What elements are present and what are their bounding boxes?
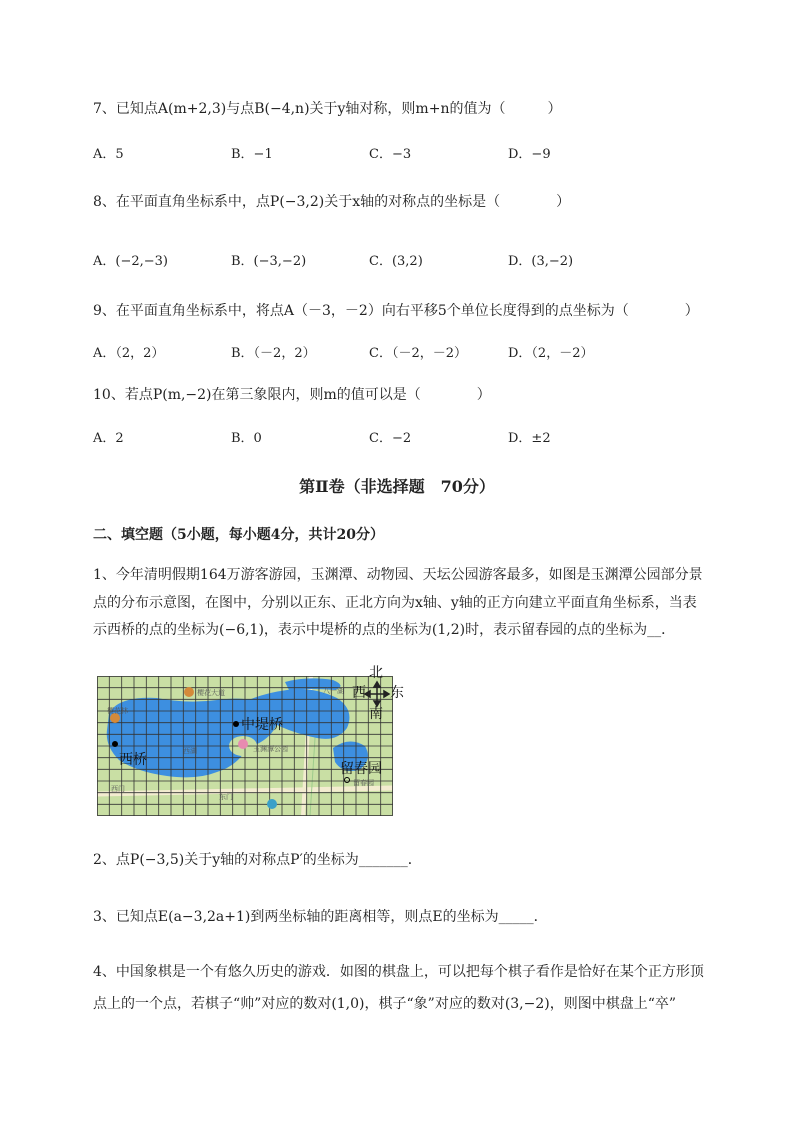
q9-option-c: C．（－2，－2） [369, 346, 467, 361]
q7-option-b: B．−1 [231, 147, 273, 162]
fill3-text: 3、已知点E(a−3,2a+1)到两坐标轴的距离相等，则点E的坐标为_____． [93, 909, 548, 925]
middle-bridge-point [233, 721, 239, 727]
compass-south-label: 南 [369, 706, 383, 722]
section-2-heading: 二、填空题（5小题，每小题4分，共计20分） [93, 527, 384, 543]
q10-option-a: A．2 [93, 431, 124, 446]
park-map [97, 676, 393, 816]
question-10-stem: 10、若点P(m,−2)在第三象限内，则m的值可以是（ ） [93, 387, 491, 403]
q9-option-b: B．（－2，2） [231, 346, 316, 361]
q10-option-b: B．0 [231, 431, 262, 446]
question-9-stem: 9、在平面直角坐标系中，将点A（－3，－2）向右平移5个单位长度得到的点坐标为（ ） [93, 303, 699, 319]
q8-option-b: B．(−3,−2) [231, 254, 307, 269]
fill4-line1: 4、中国象棋是一个有悠久历史的游戏．如图的棋盘上，可以把每个棋子看作是恰好在某个正方形顶 [93, 964, 704, 980]
part-2-title: 第Ⅱ卷（非选择题 70分） [299, 477, 495, 496]
question-7-stem: 7、已知点A(m+2,3)与点B(−4,n)关于y轴对称，则m+n的值为（ ） [93, 101, 562, 117]
fill4-line2: 点上的一个点，若棋子“帅”对应的数对(1,0)，棋子“象”对应的数对(3,−2)，则图中棋盘上“卒” [93, 996, 677, 1012]
park-map-figure [97, 676, 393, 816]
q7-option-d: D．−9 [508, 147, 551, 162]
q9-option-a: A．（2，2） [93, 346, 165, 361]
q8-option-d: D．(3,−2) [508, 254, 574, 269]
liuchun-garden-label: 留春园 [340, 761, 382, 777]
q8-option-a: A．(−2,−3) [93, 254, 168, 269]
map-small-label: 八一湖 [323, 687, 344, 695]
q7-option-a: A．5 [93, 147, 124, 162]
map-small-label: 留春园 [353, 779, 374, 787]
fill2-text: 2、点P(−3,5)关于y轴的对称点P′的坐标为_______． [93, 852, 422, 868]
compass-east-label: 东 [390, 685, 404, 701]
fill1-line1: 1、今年清明假期164万游客游园，玉渊潭、动物园、天坛公园游客最多，如图是玉渊潭公园部分景 [93, 567, 703, 583]
map-small-label: 玉渊潭公园 [253, 745, 288, 753]
q10-option-c: C．−2 [369, 431, 412, 446]
middle-bridge-label: 中堤桥 [241, 717, 283, 733]
west-bridge-label: 西桥 [119, 752, 147, 768]
fill1-line3: 示西桥的点的坐标为(−6,1)，表示中堤桥的点的坐标为(1,2)时，表示留春园的点的坐标为__． [93, 622, 676, 638]
question-8-stem: 8、在平面直角坐标系中，点P(−3,2)关于x轴的对称点的坐标是（ ） [93, 194, 571, 210]
map-small-label: 樱花大道 [197, 689, 225, 697]
compass-north-label: 北 [369, 665, 383, 681]
fill1-line2: 点的分布示意图，在图中，分别以正东、正北方向为x轴、y轴的正方向建立平面直角坐标系，当表 [93, 595, 697, 611]
compass-west-label: 西 [352, 685, 366, 701]
q8-option-c: C．(3,2) [369, 254, 423, 269]
west-bridge-point [112, 741, 118, 747]
map-small-label: 西湖 [183, 747, 197, 755]
map-small-label: 东门 [219, 793, 233, 801]
map-small-label: 樱花林 [107, 707, 128, 715]
q10-option-d: D．±2 [508, 431, 551, 446]
q9-option-d: D．（2，－2） [508, 346, 594, 361]
q7-option-c: C．−3 [369, 147, 412, 162]
map-small-label: 西门 [111, 785, 125, 793]
